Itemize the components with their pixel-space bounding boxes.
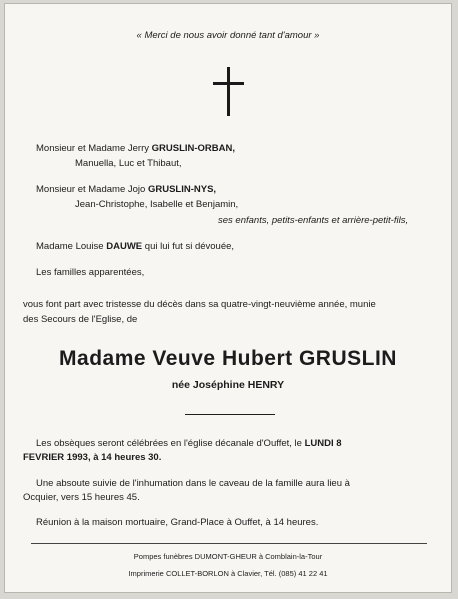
- announcement-line-1: vous font part avec tristesse du décès dans sa quatre-vingt-neuvième année, munie: [23, 299, 376, 310]
- divider-footer: [31, 543, 427, 544]
- footer-line-2: Imprimerie COLLET-BORLON à Clavier, Tél. (085) 41 22 41: [128, 569, 328, 578]
- details-p1-text: Les obsèques seront célébrées en l'église décanale d'Ouffet, le: [36, 438, 302, 449]
- family-line-1-name: GRUSLIN-ORBAN,: [151, 143, 236, 154]
- details-paragraph-1-line-2: [23, 452, 161, 464]
- family-line-1: [36, 143, 235, 155]
- cross-icon: [211, 67, 247, 117]
- details-paragraph-2-line-1: Une absoute suivie de l'inhumation dans le caveau de la famille aura lieu à: [36, 478, 350, 489]
- deceased-name: Madame Veuve Hubert GRUSLIN: [59, 347, 397, 370]
- family-line-5: ses enfants, petits-enfants et arrière-petit-fils,: [218, 215, 409, 226]
- funeral-notice-card: [4, 3, 452, 593]
- family-line-6-name: DAUWE: [106, 241, 143, 252]
- family-line-3-prefix: Monsieur et Madame Jojo: [36, 184, 146, 195]
- details-paragraph-1-line-1: [36, 438, 342, 450]
- family-line-6-prefix: Madame Louise: [36, 241, 104, 252]
- family-line-2: Manuella, Luc et Thibaut,: [75, 158, 182, 169]
- family-line-1-prefix: Monsieur et Madame Jerry: [36, 143, 149, 154]
- announcement-line-2: des Secours de l'Eglise, de: [23, 314, 138, 325]
- family-line-6: [36, 241, 234, 253]
- details-p1-date-part-2: FEVRIER 1993, à 14 heures 30.: [23, 452, 162, 463]
- motto: « Merci de nous avoir donné tant d'amour »: [136, 30, 320, 41]
- divider-short: [185, 414, 275, 415]
- family-line-3-name: GRUSLIN-NYS,: [147, 184, 217, 195]
- maiden-name: née Joséphine HENRY: [171, 379, 285, 391]
- family-line-7: Les familles apparentées,: [36, 267, 145, 278]
- family-line-6-suffix: qui lui fut si dévouée,: [144, 241, 235, 252]
- details-paragraph-3: Réunion à la maison mortuaire, Grand-Place à Ouffet, à 14 heures.: [36, 517, 319, 528]
- details-p1-date-part-1: LUNDI 8: [304, 438, 342, 449]
- footer-line-1: Pompes funèbres DUMONT-GHEUR à Comblain-la-Tour: [133, 552, 323, 561]
- details-paragraph-2-line-2: Ocquier, vers 15 heures 45.: [23, 492, 140, 503]
- family-line-3: [36, 184, 216, 196]
- family-line-4: Jean-Christophe, Isabelle et Benjamin,: [75, 199, 239, 210]
